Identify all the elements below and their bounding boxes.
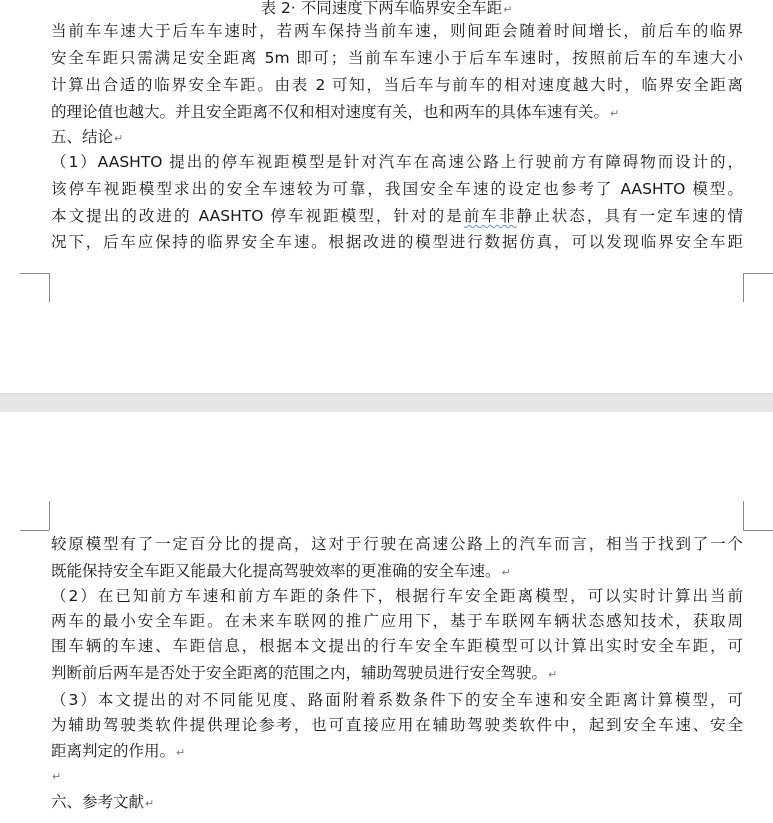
crop-mark (49, 273, 50, 302)
text-line: （2）在已知前方车速和前方车距的条件下，根据行车安全距离模型，可以实时计算出当前 (51, 587, 743, 605)
spellcheck-underline: 前车非 (463, 207, 517, 225)
table-caption: 表 2· 不同速度下两车临界安全车距↵ (260, 0, 513, 17)
text-line: （3）本文提出的对不同能见度、路面附着系数条件下的安全车速和安全距离计算模型，可 (51, 691, 743, 709)
crop-mark (20, 273, 49, 274)
text-line: 本文提出的改进的 AASHTO 停车视距模型，针对的是前车非静止状态，具有一定车速的情 (51, 207, 743, 225)
text-line: （1）AASHTO 提出的停车视距模型是针对汽车在高速公路上行驶前方有障碍物而设计的， (51, 153, 743, 171)
crop-mark (743, 273, 744, 302)
section-heading-references: 六、参考文献↵ (51, 793, 155, 811)
section-heading-conclusion: 五、结论↵ (51, 128, 124, 146)
text-line: 围车辆的车速、车距信息，根据本文提出的行车安全车距模型可以计算出实时安全车距，可 (51, 637, 743, 655)
crop-mark (743, 501, 744, 530)
crop-mark (743, 530, 773, 531)
text-line: 况下，后车应保持的临界安全车速。根据改进的模型进行数据仿真，可以发现临界安全车距 (51, 233, 743, 251)
text-line: 距离判定的作用。↵ (51, 742, 186, 760)
text-line: 较原模型有了一定百分比的提高，这对于行驶在高速公路上的汽车而言，相当于找到了一个 (51, 535, 743, 553)
text-line: 当前车车速大于后车车速时，若两车保持当前车速，则间距会随着时间增长，前后车的临界 (51, 22, 743, 40)
document-page-upper (0, 0, 773, 393)
empty-paragraph: ↵ (52, 770, 62, 783)
text-line: 计算出合适的临界安全车距。由表 2 可知，当后车与前车的相对速度越大时，临界安全距离 (51, 76, 743, 94)
text-line: 安全车距只需满足安全距离 5m 即可；当前车车速小于后车车速时，按照前后车的车速大小 (51, 49, 743, 67)
text-line: 为辅助驾驶类软件提供理论参考，也可直接应用在辅助驾驶类软件中，起到安全车速、安全 (51, 716, 743, 734)
text-line: 的理论值也越大。并且安全距离不仅和相对速度有关，也和两车的具体车速有关。↵ (51, 103, 620, 121)
text-line: 既能保持安全车距又能最大化提高驾驶效率的更准确的安全车速。↵ (51, 562, 511, 580)
text-line: 该停车视距模型求出的安全车速较为可靠，我国安全车速的设定也参考了 AASHTO 模型。 (51, 180, 743, 198)
text-line: 两车的最小安全车距。在未来车联网的推广应用下，基于车联网车辆状态感知技术，获取周 (51, 612, 743, 630)
text-line: 判断前后两车是否处于安全距离的范围之内，辅助驾驶员进行安全驾驶。↵ (51, 664, 558, 682)
crop-mark (743, 273, 773, 274)
crop-mark (20, 530, 49, 531)
crop-mark (49, 501, 50, 530)
document-page-lower (0, 412, 773, 823)
page-separator (0, 393, 773, 413)
